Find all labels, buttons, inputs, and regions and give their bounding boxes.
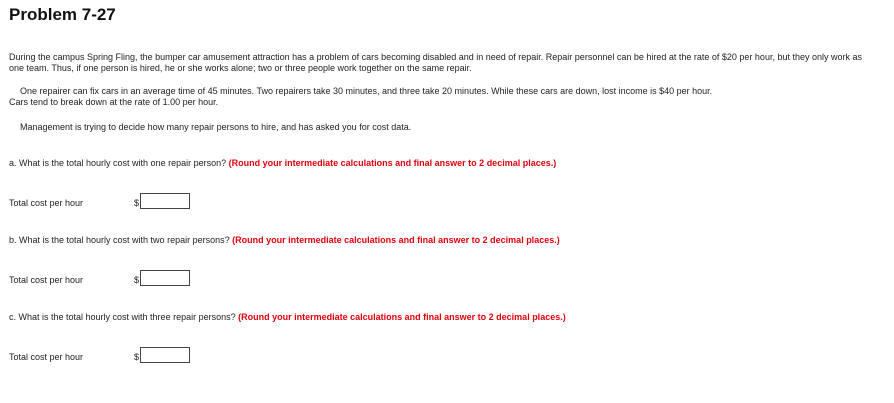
intro-paragraph-1: During the campus Spring Fling, the bumper car amusement attraction has a problem of cars becoming disabled and in need of repair. Repair personnel can be hired at the rate of $20 per hour, but they only work as one team. Thus, if one person is hired, he or she works alone; two or three people work together on the same repair. (9, 52, 862, 73)
answer-b-label: Total cost per hour (9, 275, 84, 285)
question-a-hint: (Round your intermediate calculations and final answer to 2 decimal places.) (228, 158, 557, 168)
question-b-hint: (Round your intermediate calculations and final answer to 2 decimal places.) (232, 235, 560, 245)
question-a-prompt: a. What is the total hourly cost with one repair person? (9, 158, 227, 168)
question-b-prompt: b. What is the total hourly cost with two repair persons? (9, 235, 230, 245)
question-c-hint: (Round your intermediate calculations and final answer to 2 decimal places.) (238, 312, 566, 322)
answer-b-currency: $ (134, 275, 140, 285)
problem-title: Problem 7-27 (9, 5, 116, 24)
answer-row-c (9, 347, 309, 367)
answer-row-a (9, 193, 309, 213)
intro-paragraph-2-line-1: One repairer can fix cars in an average time of 45 minutes. Two repairers take 30 minutes, and three take 20 minutes. While these cars are down, lost income is $40 per hour. (20, 86, 713, 96)
question-b (9, 235, 560, 246)
question-c (9, 312, 566, 323)
question-a (9, 158, 556, 169)
answer-a-input[interactable] (140, 193, 190, 209)
answer-a-currency: $ (134, 198, 140, 208)
answer-a-label: Total cost per hour (9, 198, 84, 208)
answer-c-label: Total cost per hour (9, 352, 84, 362)
answer-c-currency: $ (134, 352, 140, 362)
intro-paragraph-3: Management is trying to decide how many repair persons to hire, and has asked you for cost data. (20, 122, 412, 132)
answer-c-input[interactable] (140, 347, 190, 363)
question-c-prompt: c. What is the total hourly cost with three repair persons? (9, 312, 236, 322)
intro-paragraph-2-line-2: Cars tend to break down at the rate of 1.00 per hour. (9, 97, 219, 107)
answer-b-input[interactable] (140, 270, 190, 286)
answer-row-b (9, 270, 309, 290)
